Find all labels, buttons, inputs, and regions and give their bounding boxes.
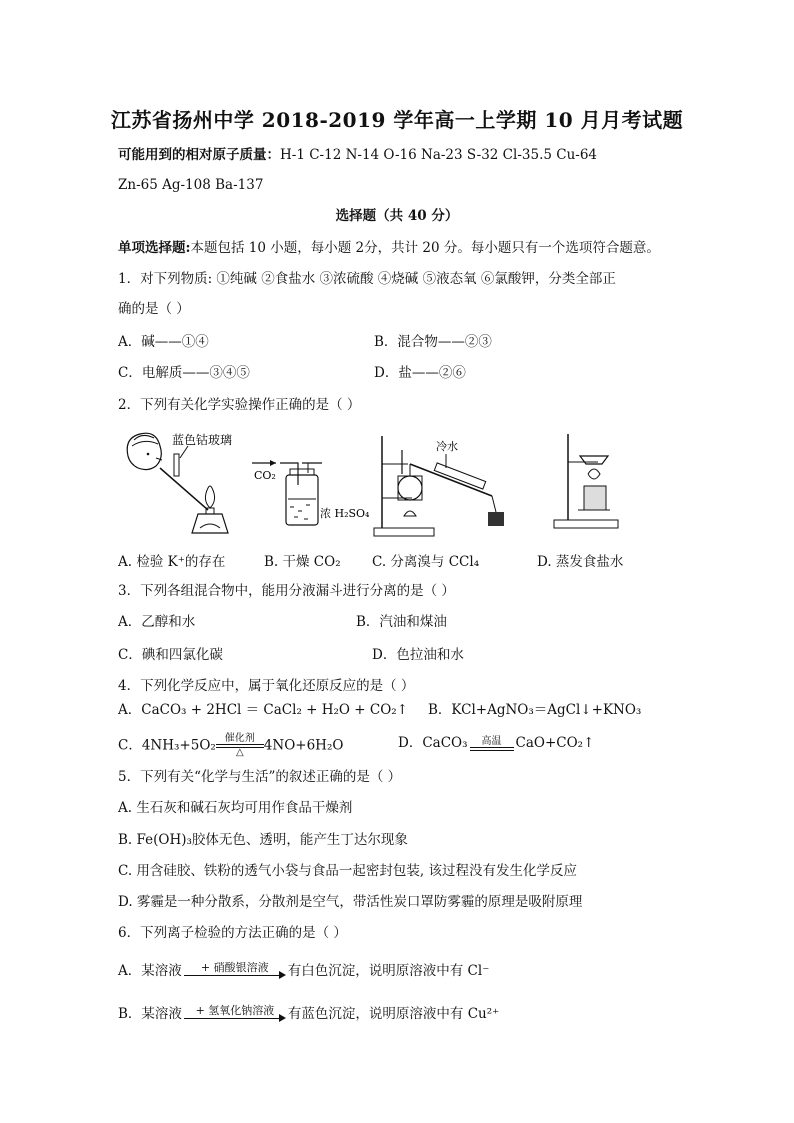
flame-test-figure [118, 428, 248, 543]
q4-c-condition [216, 734, 264, 758]
q1-option-b: B．混合物——②③ [374, 334, 492, 350]
atomic-mass-values-1: H-1 C-12 N-14 O-16 Na-23 S-32 Cl-35.5 Cu-64 [280, 147, 597, 163]
q4-c-products: 4NO+6H₂O [263, 737, 344, 754]
gas-drying-figure [250, 455, 370, 535]
single-choice-desc: 本题包括 10 小题，每小题 2分，共计 20 分。每小题只有一个选项符合题意。 [190, 240, 660, 256]
q2-stem: 2．下列有关化学实验操作正确的是（ ） [118, 397, 361, 413]
q1-option-c: C．电解质——③④⑤ [118, 365, 250, 381]
single-choice-instructions [118, 239, 660, 257]
q6-a-solution: A．某溶液 [118, 963, 182, 979]
q2-option-d: D. 蒸发食盐水 [537, 554, 624, 570]
q2-option-a: A. 检验 K⁺的存在 [118, 554, 226, 570]
atomic-mass-label: 可能用到的相对原子质量： [118, 147, 280, 163]
q3-option-d: D．色拉油和水 [372, 647, 464, 663]
atomic-mass-values-2: Zn-65 Ag-108 Ba-137 [118, 177, 264, 193]
q5-option-d: D. 雾霾是一种分散系，分散剂是空气，带活性炭口罩防雾霾的原理是吸附原理 [118, 894, 583, 910]
q4-stem: 4．下列化学反应中，属于氧化还原反应的是（ ） [118, 678, 415, 694]
q6-option-a [118, 962, 489, 981]
q6-b-result: 有蓝色沉淀，说明原溶液中有 Cu²⁺ [287, 1006, 500, 1022]
q4-c-heat: △ [235, 747, 244, 758]
q6-b-reagent: + 氢氧化钠溶液 [195, 1003, 275, 1017]
q4-c-reactants: C．4NH₃+5O₂ [118, 737, 216, 754]
q2-option-c: C. 分离溴与 CCl₄ [372, 554, 480, 570]
q4-option-d [398, 734, 594, 752]
q3-option-b: B．汽油和煤油 [356, 614, 447, 630]
single-choice-label: 单项选择题: [118, 240, 191, 256]
q5-option-a: A. 生石灰和碱石灰均可用作食品干燥剂 [118, 800, 353, 816]
atomic-mass-line [118, 146, 597, 164]
cold-water-label: 冷水 [436, 440, 458, 453]
q1-option-d: D．盐——②⑥ [374, 365, 466, 381]
cobalt-glass-label: 蓝色钴玻璃 [172, 433, 233, 447]
q1-option-a: A．碱——①④ [118, 334, 209, 350]
q6-a-result: 有白色沉淀，说明原溶液中有 Cl⁻ [287, 963, 490, 979]
h2so4-label: 浓 H₂SO₄ [320, 507, 370, 520]
q1-stem-cont: 确的是（ ） [118, 301, 190, 317]
q3-stem: 3．下列各组混合物中，能用分液漏斗进行分离的是（ ） [118, 583, 455, 599]
section-heading: 选择题（共 40 分） [335, 208, 459, 224]
q5-stem: 5．下列有关“化学与生活”的叙述正确的是（ ） [118, 769, 402, 785]
q5-option-c: C. 用含硅胶、铁粉的透气小袋与食品一起密封包装, 该过程没有发生化学反应 [118, 863, 578, 879]
q6-a-reagent-arrow [184, 960, 286, 981]
q4-option-b: B．KCl+AgNO₃＝AgCl↓+KNO₃ [428, 702, 642, 718]
q2-option-b: B. 干燥 CO₂ [264, 554, 341, 570]
q6-option-b [118, 1005, 499, 1024]
q5-option-b: B. Fe(OH)₃胶体无色、透明，能产生丁达尔现象 [118, 832, 408, 848]
page-title: 江苏省扬州中学 2018-2019 学年高一上学期 10 月月考试题 [110, 108, 684, 132]
q4-d-products: CaO+CO₂↑ [515, 735, 595, 751]
q4-c-catalyst: 催化剂 [224, 733, 255, 744]
q6-b-reagent-arrow [184, 1003, 286, 1024]
q6-stem: 6．下列离子检验的方法正确的是（ ） [118, 925, 347, 941]
q4-option-c [118, 734, 343, 758]
q3-option-a: A．乙醇和水 [118, 614, 196, 630]
co2-label: CO₂ [254, 469, 276, 482]
q6-a-reagent: + 硝酸银溶液 [200, 960, 269, 974]
q3-option-c: C．碘和四氯化碳 [118, 647, 223, 663]
evaporation-figure [548, 432, 628, 532]
q1-stem: 1．对下列物质: ①纯碱 ②食盐水 ③浓硫酸 ④烧碱 ⑤液态氧 ⑥氯酸钾，分类全部正 [118, 271, 616, 287]
q6-b-solution: B．某溶液 [118, 1006, 182, 1022]
q4-d-high-temp: 高温 [481, 735, 502, 747]
q4-d-reactants: D．CaCO₃ [398, 735, 468, 751]
q4-d-condition [470, 737, 514, 751]
distillation-figure [372, 434, 522, 540]
q4-option-a: A．CaCO₃ + 2HCl ＝ CaCl₂ + H₂O + CO₂↑ [118, 702, 409, 718]
